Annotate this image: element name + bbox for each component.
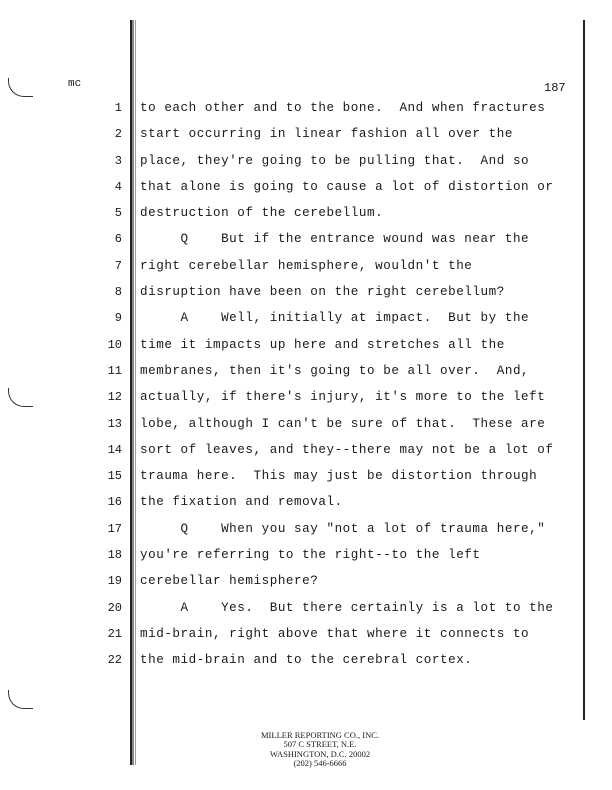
transcript-line [0,96,612,122]
line-number: 10 [107,337,122,352]
transcript-line [0,149,612,175]
transcript-line [0,359,612,385]
transcript-line [0,464,612,490]
line-text: the fixation and removal. [140,495,343,510]
line-number: 16 [107,495,122,510]
transcript-line [0,490,612,516]
line-number: 18 [107,548,122,563]
transcript-line [0,622,612,648]
line-number: 8 [114,285,122,300]
line-text: place, they're going to be pulling that. And so [140,153,530,168]
line-number: 14 [107,442,122,457]
line-number: 7 [114,258,122,273]
line-number: 9 [114,311,122,326]
line-text: membranes, then it's going to be all over. And, [140,363,530,378]
page-number: 187 [544,81,566,95]
line-text: A Well, initially at impact. But by the [140,311,530,326]
transcript-line [0,385,612,411]
transcript-line [0,648,612,674]
line-text: that alone is going to cause a lot of distortion or [140,179,554,194]
line-number: 22 [107,653,122,668]
transcript-line [0,569,612,595]
line-text: Q When you say "not a lot of trauma here," [140,521,546,536]
transcript-line [0,438,612,464]
line-number: 20 [107,600,122,615]
line-text: lobe, although I can't be sure of that. These are [140,416,546,431]
line-number: 17 [107,521,122,536]
line-number: 4 [114,179,122,194]
line-text: disruption have been on the right cerebellum? [140,285,505,300]
transcript-line [0,201,612,227]
line-text: time it impacts up here and stretches all the [140,337,505,352]
line-number: 12 [107,390,122,405]
reporter-initials: mc [68,78,82,90]
punch-hole-mark [8,690,33,709]
line-text: sort of leaves, and they--there may not be a lot of [140,442,554,457]
line-text: cerebellar hemisphere? [140,574,319,589]
transcript-line [0,254,612,280]
line-text: Q But if the entrance wound was near the [140,232,530,247]
transcript-line [0,280,612,306]
transcript-line [0,412,612,438]
line-number: 13 [107,416,122,431]
line-text: destruction of the cerebellum. [140,206,384,221]
transcript-line [0,333,612,359]
transcript-line [0,122,612,148]
line-number: 3 [114,153,122,168]
punch-hole-mark [8,78,33,97]
line-number: 19 [107,574,122,589]
line-number: 21 [107,626,122,641]
line-number: 6 [114,232,122,247]
transcript-line [0,517,612,543]
footer-phone: (202) 546-6666 [293,758,347,769]
transcript-lines [0,96,612,675]
line-text: you're referring to the right--to the left [140,548,481,563]
line-number: 11 [107,363,122,378]
line-text: the mid-brain and to the cerebral cortex. [140,653,473,668]
footer-city: WASHINGTON, D.C. 20002 [269,748,371,759]
transcript-line [0,227,612,253]
line-number: 5 [114,206,122,221]
line-text: right cerebellar hemisphere, wouldn't the [140,258,473,273]
line-text: actually, if there's injury, it's more to the left [140,390,546,405]
transcript-line [0,175,612,201]
line-number: 2 [114,127,122,142]
line-text: trauma here. This may just be distortion through [140,469,538,484]
line-text: mid-brain, right above that where it connects to [140,626,530,641]
line-text: A Yes. But there certainly is a lot to the [140,600,554,615]
footer-company: MILLER REPORTING CO., INC. [260,730,380,740]
transcript-line [0,543,612,569]
reporter-footer [230,731,410,769]
transcript-line [0,596,612,622]
line-text: to each other and to the bone. And when fractures [140,101,546,115]
transcript-line [0,306,612,332]
footer-street: 507 C STREET, N.E. [283,739,357,750]
line-text: start occurring in linear fashion all over the [140,127,513,142]
line-number: 15 [107,469,122,484]
line-number: 1 [114,101,122,115]
